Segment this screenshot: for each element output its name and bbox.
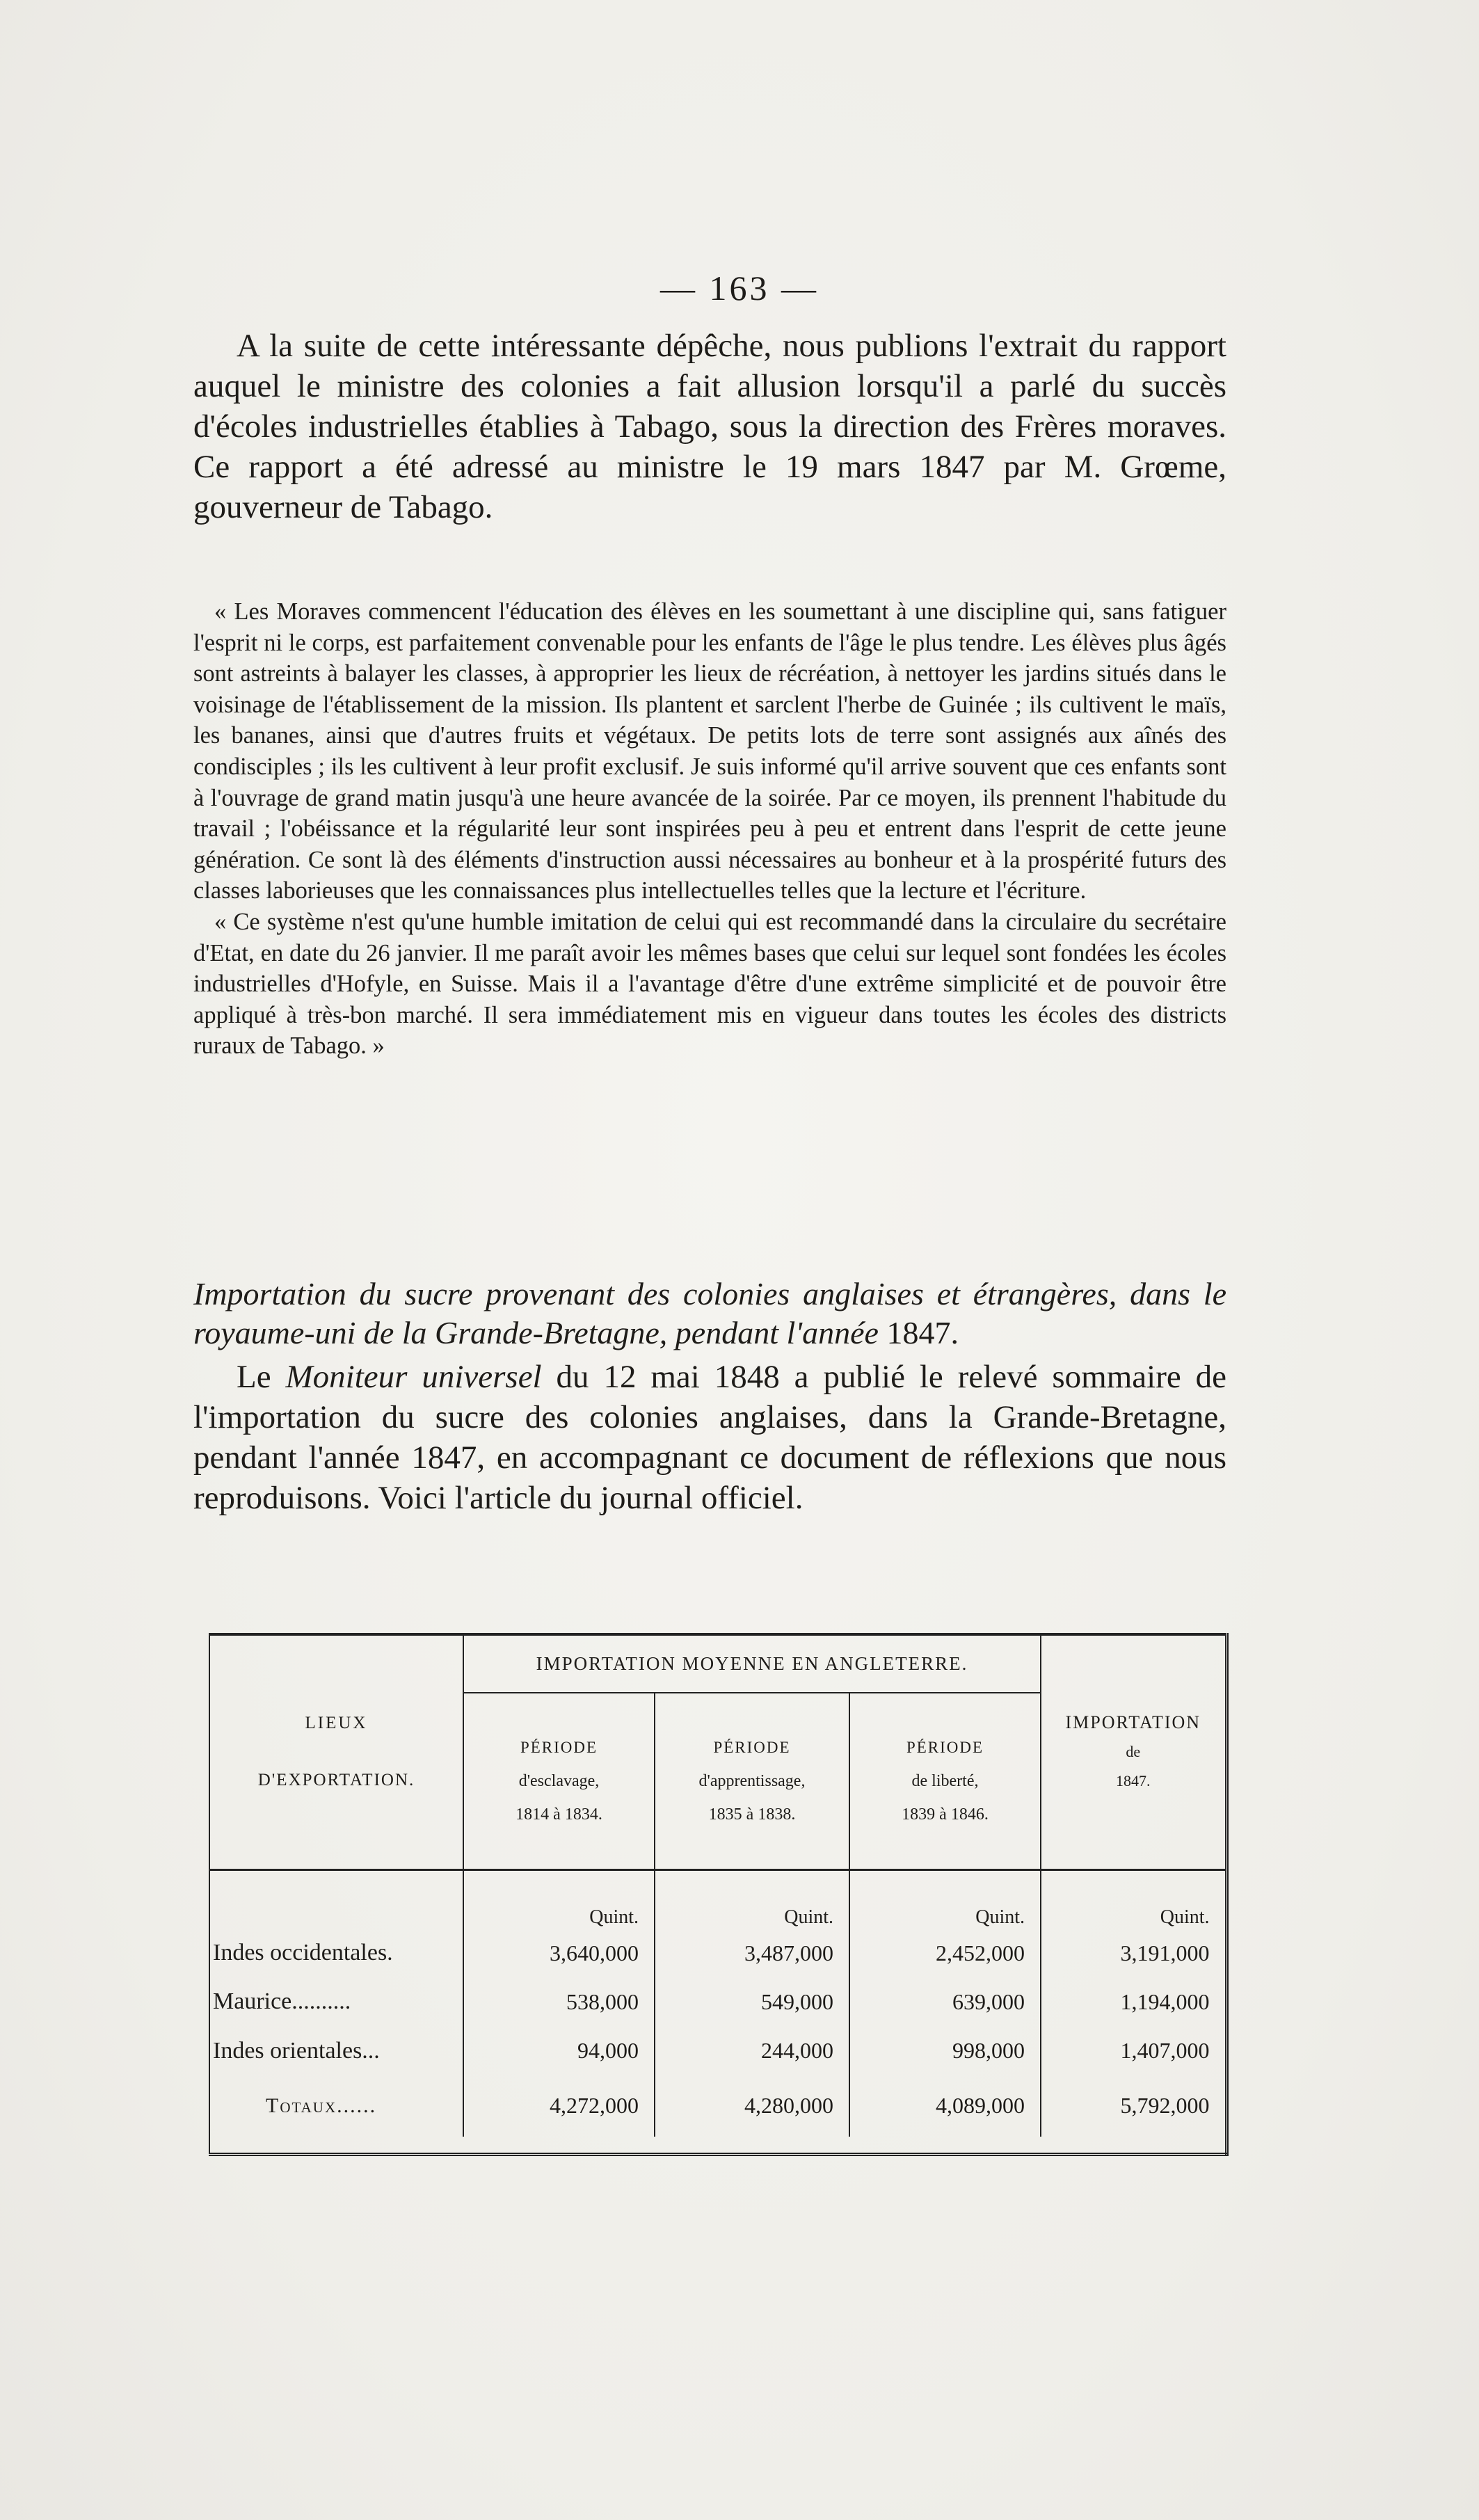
page-number: — 163 — (660, 269, 819, 308)
unit-cell: Quint. (849, 1869, 1041, 1929)
col-header-lieux-line2: D'EXPORTATION. (257, 1771, 415, 1790)
quote-block (193, 596, 1226, 1062)
main-text-column (193, 326, 1226, 527)
value-cell: 2,452,000 (849, 1929, 1041, 1977)
total-cell: 4,280,000 (655, 2075, 849, 2137)
section (193, 1275, 1226, 1518)
value-cell: 3,487,000 (655, 1929, 849, 1977)
totals-row (209, 2075, 1226, 2137)
totals-label: Totaux...... (266, 2094, 377, 2117)
value-cell: 1,407,000 (1041, 2027, 1226, 2075)
col-header-1847-line2: de (1126, 1743, 1141, 1761)
section-heading-text: Importation du sucre provenant des colonies anglaises et étrangères, dans le royaume-uni de la Grande-Bretagne, pendant l'année (193, 1276, 1226, 1350)
period-header-1 (463, 1693, 655, 1869)
value-cell: 639,000 (849, 1977, 1041, 2026)
unit-cell: Quint. (463, 1869, 655, 1929)
table-row (209, 1977, 1226, 2026)
period-2-title: PÉRIODE (713, 1738, 791, 1756)
period-2-years: 1835 à 1838. (708, 1805, 796, 1824)
period-3-years: 1839 à 1846. (902, 1805, 989, 1824)
value-cell: 3,191,000 (1041, 1929, 1226, 1977)
quote-paragraph-2: « Ce système n'est qu'une humble imitation de celui qui est recommandé dans la circulaire du secrétaire d'Etat, en date du 26 janvier. Il me paraît avoir les mêmes bases que celui sur lequel sont fondées les écoles industrielles d'Hofyle, en Suisse. Mais il a l'avantage d'être d'une extrême simplicité et de pouvoir être appliqué à très-bon marché. Il sera immédiatement mis en vigueur dans toutes les écoles des districts ruraux de Tabago. » (193, 908, 1226, 1060)
quote-paragraph-1: « Les Moraves commencent l'éducation des élèves en les soumettant à une discipline qui, sans fatiguer l'esprit ni le corps, est parfaitement convenable pour les enfants de l'âge le plus tendre. Les élèves plus âgés sont astreints à balayer les classes, à approprier les lieux de récréation, à nettoyer les jardins situés dans le voisinage de l'établissement de la mission. Ils plantent et sarclent l'herbe de Guinée ; ils cultivent le maïs, les bananes, ainsi que d'autres fruits et végétaux. De petits lots de terre sont assignés aux aînés des condisciples ; ils les cultivent à leur profit exclusif. Je suis informé qu'il arrive souvent que ces enfants sont à l'ouvrage de grand matin jusqu'à une heure avancée de la soirée. Par ce moyen, ils prennent l'habitude du travail ; l'obéissance et la régularité leur sont inspirées peu à peu et entrent dans l'esprit de cette jeune génération. Ce sont là des éléments d'instruction aussi nécessaires au bonheur et à la prospérité futurs des classes laborieuses que les connaissances plus intellectuelles telles que la lecture et l'écriture. (193, 598, 1226, 904)
period-1-title: PÉRIODE (520, 1738, 598, 1756)
value-cell: 538,000 (463, 1977, 655, 2026)
unit-cell: Quint. (1041, 1869, 1226, 1929)
table-row (209, 2027, 1226, 2075)
value-cell: 94,000 (463, 2027, 655, 2075)
value-cell: 998,000 (849, 2027, 1041, 2075)
units-row-blank (209, 1869, 463, 1929)
group-header-label: IMPORTATION MOYENNE EN ANGLETERRE. (536, 1653, 968, 1675)
total-cell: 4,089,000 (849, 2075, 1041, 2137)
body-paragraph-rest: du 12 mai 1848 a publié le relevé sommaire de l'importation du sucre des colonies anglaises, dans la Grande-Bretagne, pendant l'année 1847, en accompagnant ce document de réflexions que nous reproduisons. Voici l'article du journal officiel. (193, 1359, 1227, 1516)
table-row (209, 1929, 1226, 1977)
period-1-name: d'esclavage, (518, 1771, 600, 1790)
body-paragraph-start: Le (237, 1359, 271, 1395)
value-cell: 1,194,000 (1041, 1977, 1226, 2026)
body-paragraph (193, 1357, 1226, 1518)
col-header-lieux (209, 1634, 463, 1869)
section-heading-year: 1847. (886, 1315, 959, 1350)
row-label: Maurice.......... (213, 1988, 351, 2015)
total-cell: 4,272,000 (463, 2075, 655, 2137)
period-header-3 (849, 1693, 1041, 1869)
col-header-1847 (1041, 1634, 1226, 1869)
journal-title: Moniteur universel (285, 1359, 542, 1395)
value-cell: 549,000 (655, 1977, 849, 2026)
unit-cell: Quint. (655, 1869, 849, 1929)
col-header-1847-line3: 1847. (1116, 1772, 1151, 1790)
sugar-import-table (209, 1633, 1229, 2156)
value-cell: 3,640,000 (463, 1929, 655, 1977)
row-label: Indes orientales... (213, 2037, 380, 2064)
period-3-title: PÉRIODE (906, 1738, 984, 1756)
col-header-1847-line1: IMPORTATION (1065, 1712, 1201, 1733)
period-2-name: d'apprentissage, (698, 1771, 806, 1790)
intro-paragraph: A la suite de cette intéressante dépêche, nous publions l'extrait du rapport auquel le ministre des colonies a fait allusion lorsqu'il a parlé du succès d'écoles industrielles établies à Tabago, sous la direction des Frères moraves. Ce rapport a été adressé au ministre le 19 mars 1847 par M. Grœme, gouverneur de Tabago. (193, 328, 1226, 525)
period-3-name: de liberté, (911, 1771, 979, 1790)
units-row (209, 1869, 1226, 1929)
period-header-2 (655, 1693, 849, 1869)
section-heading (193, 1275, 1226, 1353)
table-bottom-spacer (209, 2137, 1226, 2155)
group-header (463, 1634, 1041, 1693)
total-cell: 5,792,000 (1041, 2075, 1226, 2137)
row-label: Indes occidentales. (213, 1940, 393, 1966)
period-1-years: 1814 à 1834. (515, 1805, 602, 1824)
value-cell: 244,000 (655, 2027, 849, 2075)
col-header-lieux-line1: LIEUX (305, 1714, 368, 1733)
